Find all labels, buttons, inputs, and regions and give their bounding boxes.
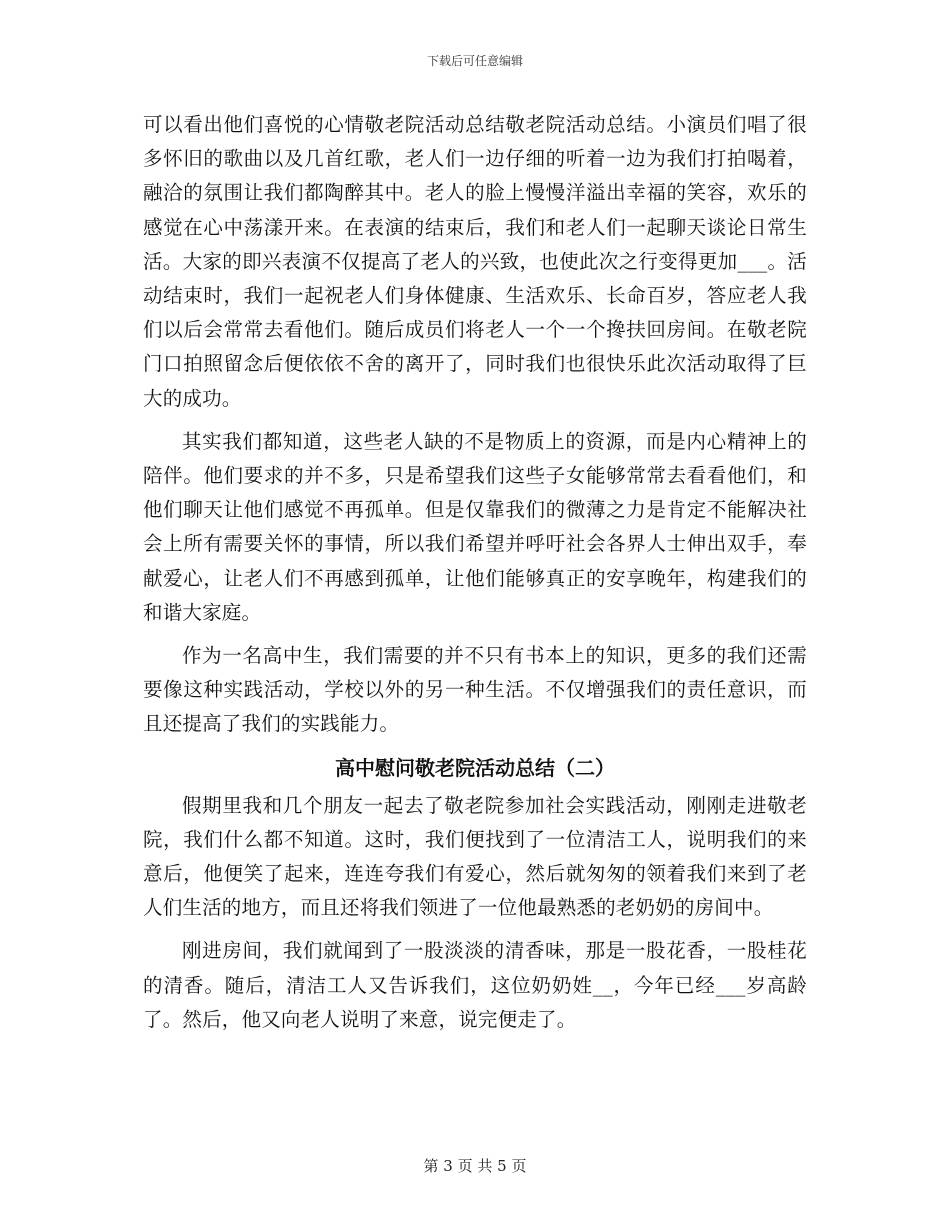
paragraph-4: 假期里我和几个朋友一起去了敬老院参加社会实践活动，刚刚走进敬老院，我们什么都不知道。这时，我们便找到了一位清洁工人，说明我们的来意后，他便笑了起来，连连夸我们有爱心，然后就匆匆的领着我们来到了老人们生活的地方，而且还将我们领进了一位他最熟悉的老奶奶的房间中。 [143,793,807,920]
section-title: 高中慰问敬老院活动总结（二） [335,755,615,780]
page-header-note: 下载后可任意编辑 [426,54,523,68]
paragraph-1: 可以看出他们喜悦的心情敬老院活动总结敬老院活动总结。小演员们唱了很多怀旧的歌曲以及几首红歌，老人们一边仔细的听着一边为我们打拍喝着，融洽的氛围让我们都陶醉其中。老人的脸上慢慢洋溢出幸福的笑容，欢乐的感觉在心中荡漾开来。在表演的结束后，我们和老人们一起聊天谈论日常生活。大家的即兴表演不仅提高了老人的兴致，也使此次之行变得更加___。活动结束时，我们一起祝老人们身体健康、生活欢乐、长命百岁，答应老人我们以后会常常去看他们。随后成员们将老人一个一个搀扶回房间。在敬老院门口拍照留念后便依依不舍的离开了，同时我们也很快乐此次活动取得了巨大的成功。 [143,113,807,410]
paragraph-5: 刚进房间，我们就闻到了一股淡淡的清香味，那是一股花香，一股桂花的清香。随后，清洁工人又告诉我们，这位奶奶姓__，今年已经___岁高龄了。然后，他又向老人说明了来意，说完便走了。 [143,939,807,1031]
page-number-footer: 第 3 页 共 5 页 [423,1157,527,1175]
document-body [143,108,807,1046]
paragraph-2: 其实我们都知道，这些老人缺的不是物质上的资源，而是内心精神上的陪伴。他们要求的并不多，只是希望我们这些子女能够常常去看看他们，和他们聊天让他们感觉不再孤单。但是仅靠我们的微薄之力是肯定不能解决社会上所有需要关怀的事情，所以我们希望并呼吁社会各界人士伸出双手，奉献爱心，让老人们不再感到孤单，让他们能够真正的安享晚年，构建我们的和谐大家庭。 [143,429,807,624]
paragraph-3: 作为一名高中生，我们需要的并不只有书本上的知识，更多的我们还需要像这种实践活动，学校以外的另一种生活。不仅增强我们的责任意识，而且还提高了我们的实践能力。 [143,644,807,736]
